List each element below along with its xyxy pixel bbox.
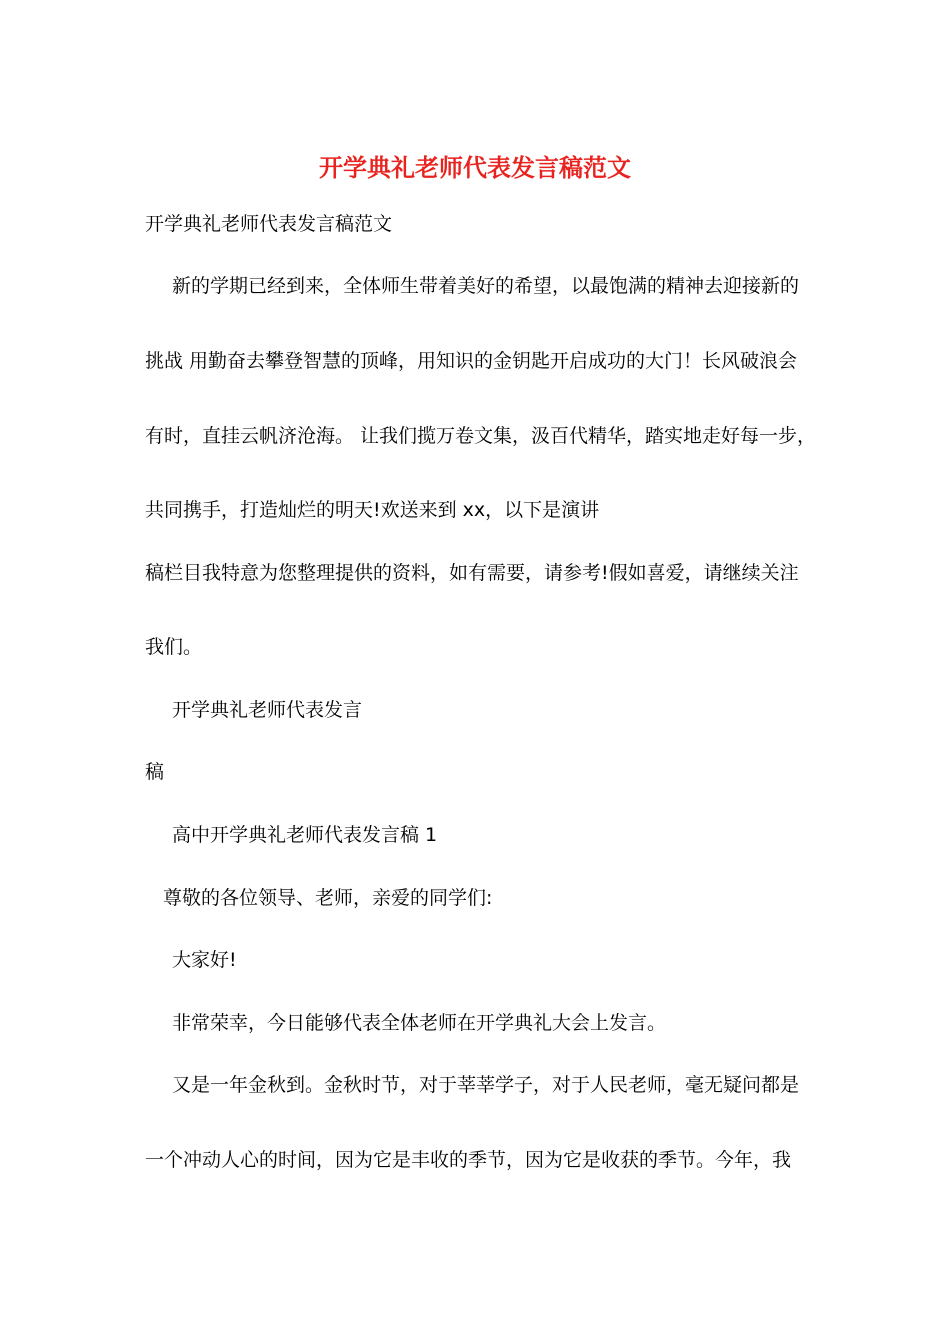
document-title: 开学典礼老师代表发言稿范文: [319, 153, 631, 182]
salutation-line: 尊敬的各位领导、老师，亲爱的同学们:: [163, 887, 493, 909]
paragraph-line: 非常荣幸，今日能够代表全体老师在开学典礼大会上发言。: [172, 1012, 667, 1034]
section-heading-line: 开学典礼老师代表发言: [172, 699, 363, 721]
paragraph-line: 共同携手，打造灿烂的明天!欢送来到 xx，以下是演讲: [145, 499, 600, 521]
paragraph-line: 新的学期已经到来，全体师生带着美好的希望，以最饱满的精神去迎接新的: [172, 275, 800, 297]
section-heading-line: 稿: [145, 761, 165, 783]
paragraph-line: 我们。: [145, 636, 203, 658]
speech-title-line: 高中开学典礼老师代表发言稿 1: [172, 824, 438, 846]
paragraph-line: 有时，直挂云帆济沧海。 让我们揽万卷文集，汲百代精华，踏实地走好每一步，: [145, 425, 817, 447]
paragraph-line: 挑战 用勤奋去攀登智慧的顶峰，用知识的金钥匙开启成功的大门！长风破浪会: [145, 350, 798, 372]
paragraph-line: 又是一年金秋到。金秋时节，对于莘莘学子，对于人民老师，毫无疑问都是: [172, 1074, 800, 1096]
paragraph-line: 稿栏目我特意为您整理提供的资料，如有需要，请参考!假如喜爱，请继续关注: [145, 562, 799, 584]
paragraph-line: 一个冲动人心的时间，因为它是丰收的季节，因为它是收获的季节。今年，我: [145, 1149, 792, 1171]
subtitle-line: 开学典礼老师代表发言稿范文: [145, 213, 393, 235]
greeting-line: 大家好!: [172, 949, 237, 971]
